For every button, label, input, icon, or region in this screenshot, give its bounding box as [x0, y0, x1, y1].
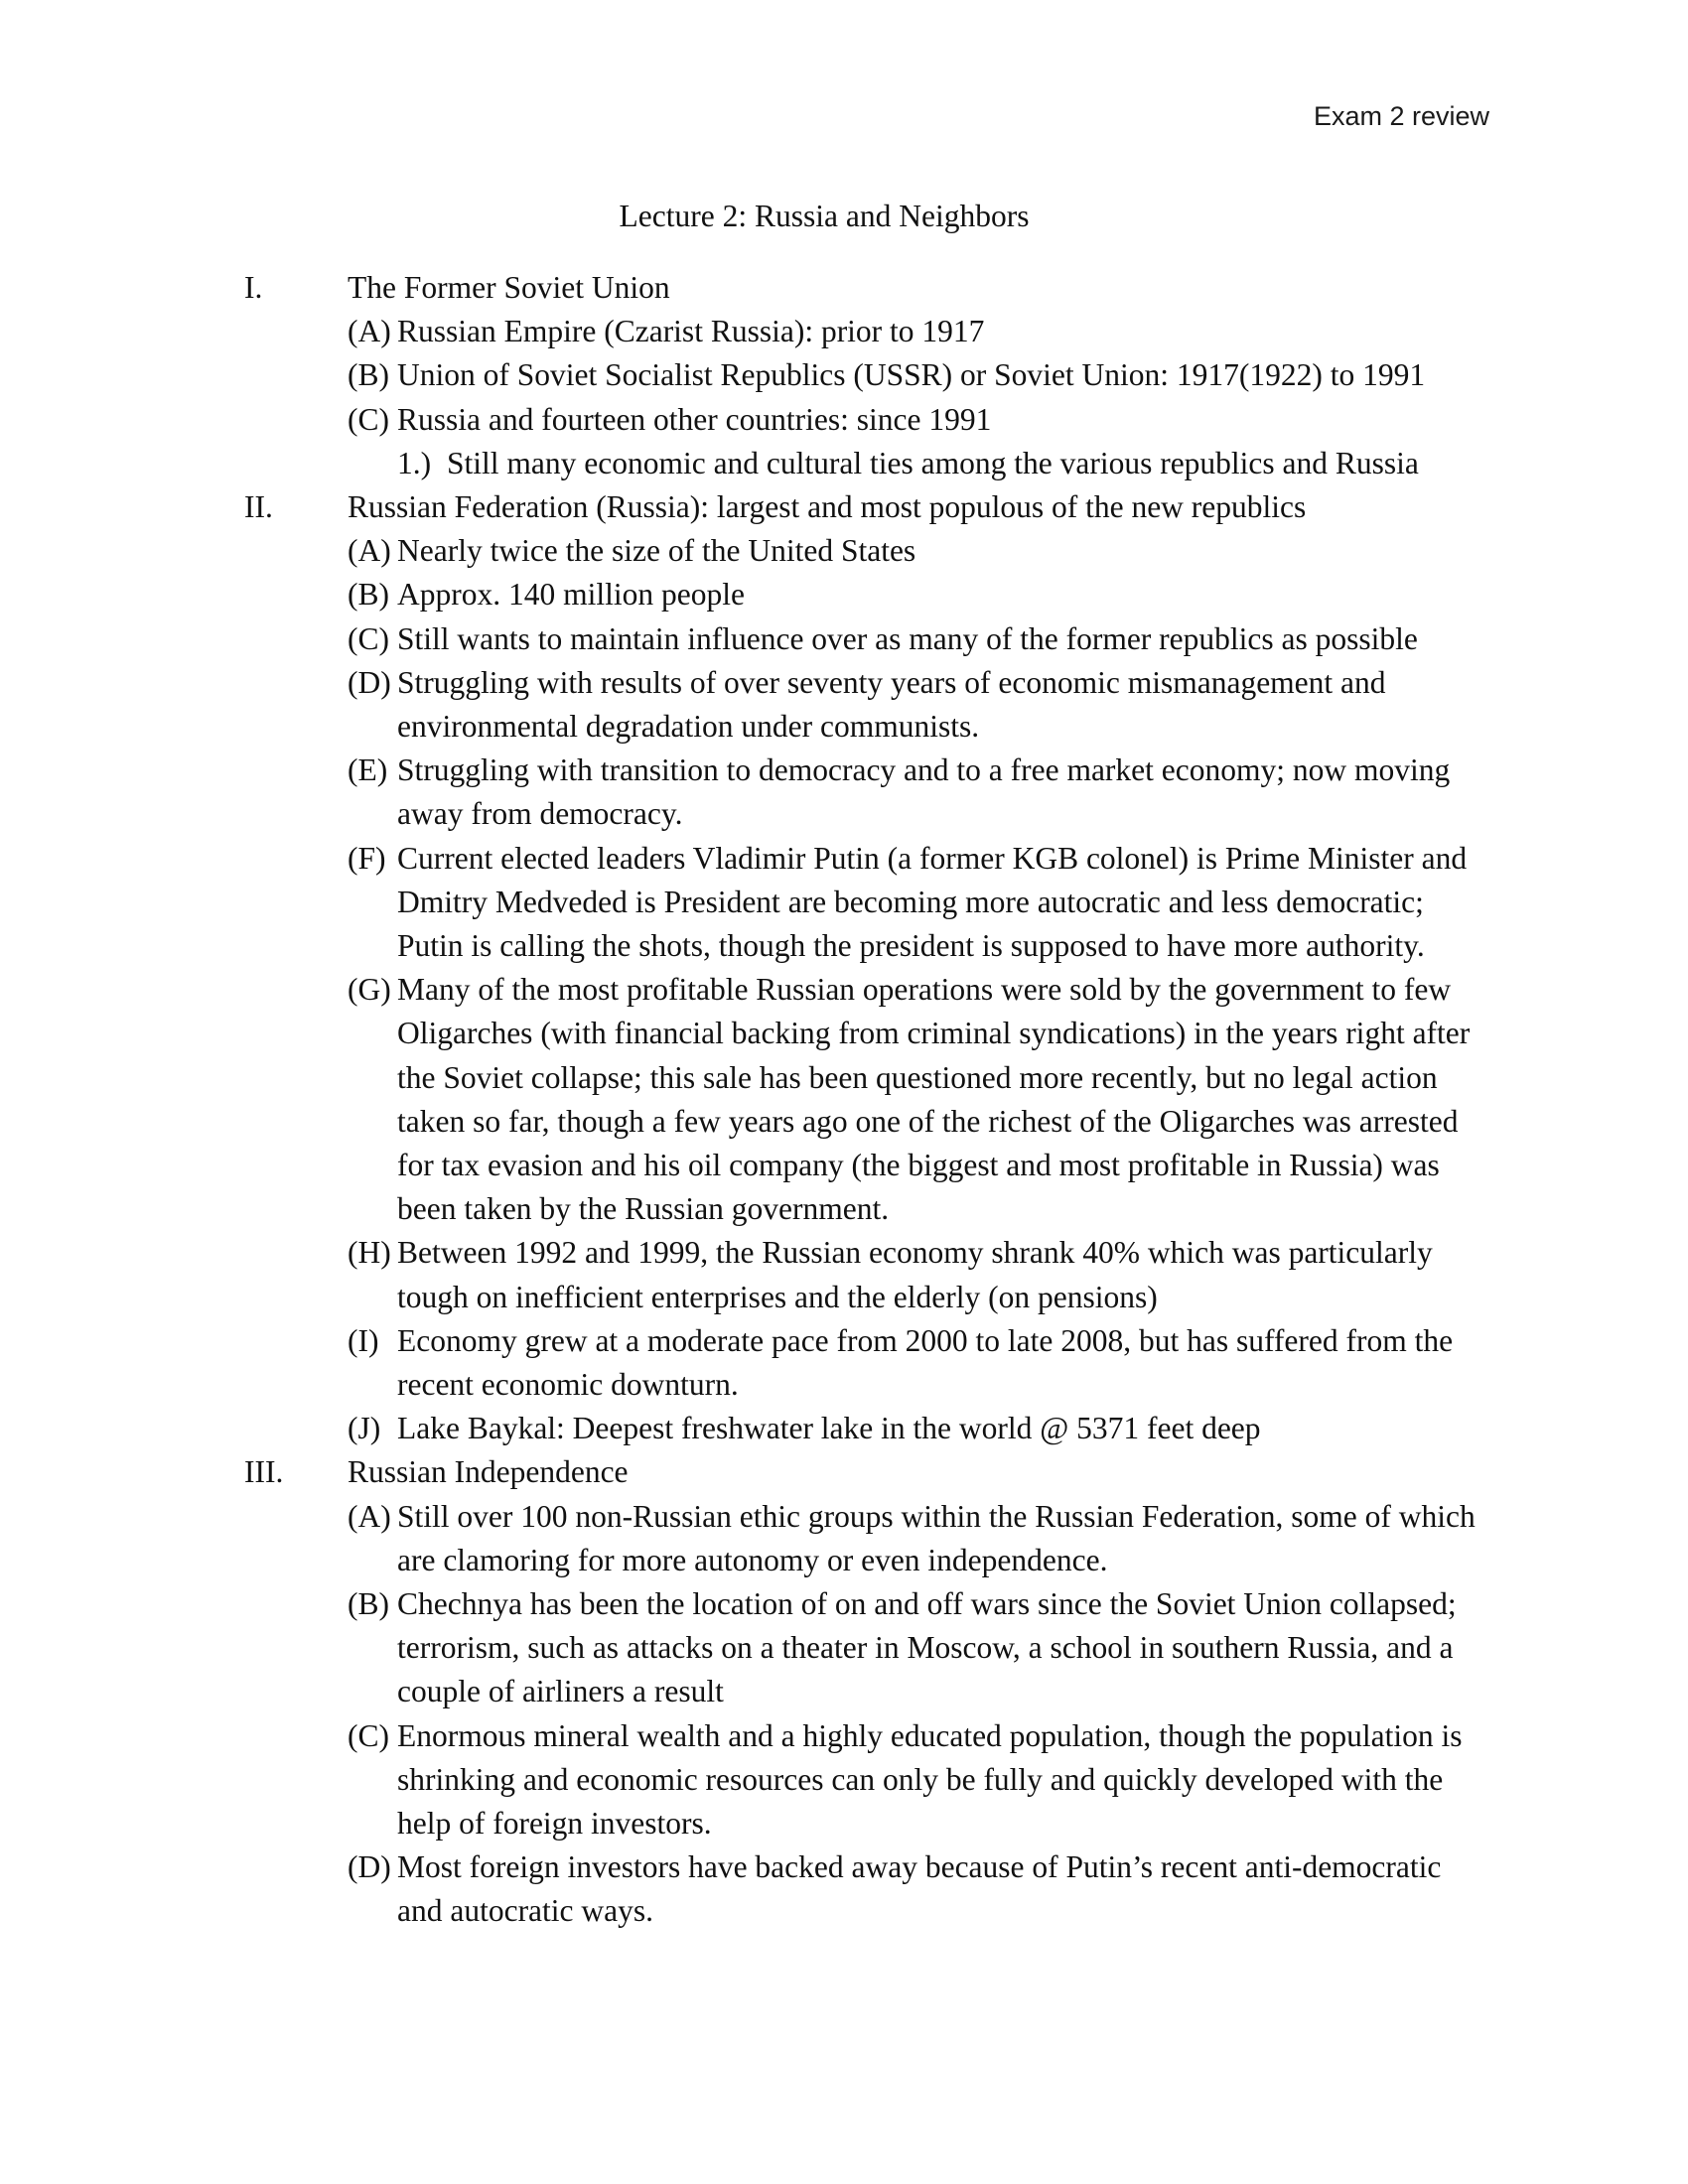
- outline-item: [0, 353, 1489, 397]
- outline-item: [0, 529, 1489, 573]
- item-text: Enormous mineral wealth and a highly educated population, though the population is shrinking and economic resources can only be fully and quickly developed with the help of foreign investors.: [397, 1717, 1463, 1842]
- section-title: Russian Independence: [348, 1454, 629, 1490]
- item-text: Union of Soviet Socialist Republics (USSR) or Soviet Union: 1917(1922) to 1991: [397, 357, 1426, 393]
- page-header: Exam 2 review: [1313, 101, 1489, 131]
- item-label: (F): [348, 840, 386, 876]
- item-label: (I): [348, 1322, 379, 1358]
- item-text: Russian Empire (Czarist Russia): prior to 1917: [397, 314, 985, 349]
- outline-subitem: [0, 442, 1499, 485]
- outline-item: [0, 1231, 1489, 1318]
- section-heading: [0, 1450, 1688, 1494]
- lecture-title: Lecture 2: Russia and Neighbors: [619, 199, 1030, 233]
- item-text: Approx. 140 million people: [397, 577, 745, 613]
- outline-item: [0, 1407, 1489, 1450]
- item-text: Still over 100 non-Russian ethic groups within the Russian Federation, some of which are clamoring for more autonomy or even independence.: [397, 1498, 1476, 1577]
- outline-item: [0, 1319, 1489, 1407]
- outline-item: [0, 310, 1489, 353]
- outline-item: [0, 1845, 1489, 1933]
- outline-section: [0, 266, 1688, 485]
- item-text: Nearly twice the size of the United States: [397, 533, 916, 569]
- item-label: (B): [348, 577, 389, 613]
- subitem-label: 1.): [397, 445, 432, 480]
- outline-item: [0, 617, 1489, 661]
- item-label: (B): [348, 357, 389, 393]
- item-label: (D): [348, 664, 391, 700]
- outline-item: [0, 749, 1489, 836]
- item-label: (H): [348, 1235, 391, 1271]
- item-text: Current elected leaders Vladimir Putin (a former KGB colonel) is Prime Minister and Dmitry Medveded is President are becoming more autocratic and less democratic; Putin is calling the shots, though the president is supposed to have more authority.: [397, 840, 1468, 964]
- item-label: (A): [348, 533, 391, 569]
- outline-section: [0, 485, 1688, 1450]
- outline-item: [0, 1495, 1489, 1582]
- outline-item: [0, 573, 1489, 616]
- item-text: Between 1992 and 1999, the Russian economy shrank 40% which was particularly tough on inefficient enterprises and the elderly (on pensions): [397, 1235, 1433, 1314]
- outline-item: [0, 398, 1489, 442]
- item-label: (G): [348, 972, 391, 1008]
- item-text: Still wants to maintain influence over as many of the former republics as possible: [397, 620, 1418, 656]
- outline-section: [0, 1450, 1688, 1933]
- item-label: (A): [348, 1498, 391, 1534]
- item-text: Struggling with results of over seventy years of economic mismanagement and environmental degradation under communists.: [397, 664, 1386, 744]
- item-text: Most foreign investors have backed away because of Putin’s recent anti-democratic and autocratic ways.: [397, 1849, 1442, 1929]
- item-text: Chechnya has been the location of on and off wars since the Soviet Union collapsed; terrorism, such as attacks on a theater in Moscow, a school in southern Russia, and a couple of airliners a result: [397, 1586, 1457, 1709]
- section-title: Russian Federation (Russia): largest and most populous of the new republics: [348, 489, 1307, 524]
- outline-item: [0, 1714, 1489, 1846]
- item-text: Lake Baykal: Deepest freshwater lake in the world @ 5371 feet deep: [397, 1411, 1261, 1446]
- outline-item: [0, 837, 1489, 969]
- section-numeral: II.: [244, 489, 273, 524]
- section-heading: [0, 485, 1688, 529]
- item-text: Russia and fourteen other countries: since 1991: [397, 401, 992, 437]
- item-label: (E): [348, 752, 388, 788]
- item-label: (C): [348, 620, 389, 656]
- outline-item: [0, 661, 1489, 749]
- section-numeral: I.: [244, 270, 263, 305]
- subitem-text: Still many economic and cultural ties among the various republics and Russia: [447, 445, 1419, 480]
- item-label: (C): [348, 401, 389, 437]
- outline-item: [0, 968, 1489, 1231]
- item-label: (B): [348, 1586, 389, 1622]
- item-text: Struggling with transition to democracy and to a free market economy; now moving away from democracy.: [397, 752, 1451, 832]
- item-label: (J): [348, 1411, 381, 1446]
- item-label: (A): [348, 314, 391, 349]
- outline: [0, 266, 1688, 1934]
- item-label: (D): [348, 1849, 391, 1885]
- section-numeral: III.: [244, 1454, 284, 1490]
- section-heading: [0, 266, 1688, 310]
- item-text: Economy grew at a moderate pace from 2000 to late 2008, but has suffered from the recent economic downturn.: [397, 1322, 1454, 1403]
- item-label: (C): [348, 1717, 389, 1753]
- section-title: The Former Soviet Union: [348, 270, 670, 305]
- item-text: Many of the most profitable Russian operations were sold by the government to few Oligarches (with financial backing from criminal syndications) in the years right after the Soviet collapse; this sale has been questioned more recently, but no legal action taken so far, though a few years ago one of the richest of the Oligarches was arrested for tax evasion and his oil company (the biggest and most profitable in Russia) was been taken by the Russian government.: [397, 972, 1471, 1227]
- outline-item: [0, 1582, 1489, 1714]
